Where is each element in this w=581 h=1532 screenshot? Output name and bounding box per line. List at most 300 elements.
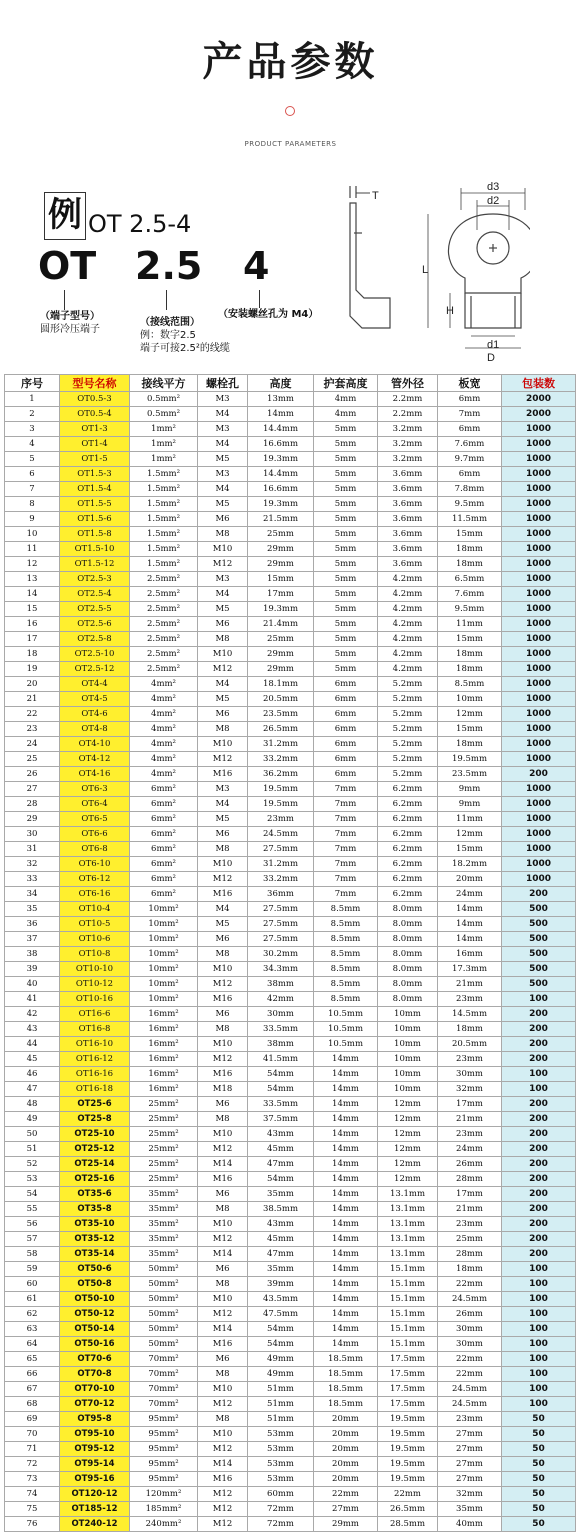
table-row [5,1187,576,1202]
cell-index: 12 [5,557,60,572]
cell-plate-width: 24.5mm [438,1382,502,1397]
cell-model: OT6-6 [60,827,130,842]
cell-sleeve-height: 7mm [314,797,378,812]
cell-index: 24 [5,737,60,752]
cell-index: 10 [5,527,60,542]
cell-plate-width: 26mm [438,1157,502,1172]
cell-index: 73 [5,1472,60,1487]
cell-plate-width: 9.5mm [438,497,502,512]
cell-height: 43mm [248,1127,314,1142]
cell-height: 25mm [248,527,314,542]
cell-plate-width: 23mm [438,1217,502,1232]
cell-model: OT1.5-5 [60,497,130,512]
cell-tube-diameter: 3.6mm [378,557,438,572]
cell-model: OT6-10 [60,857,130,872]
cell-height: 37.5mm [248,1112,314,1127]
note-type-text: 圆形冷压端子 [40,324,100,335]
table-row [5,602,576,617]
cell-bolt-hole: M10 [198,1127,248,1142]
cell-plate-width: 23mm [438,1052,502,1067]
table-row [5,767,576,782]
cell-bolt-hole: M5 [198,602,248,617]
cell-sleeve-height: 5mm [314,572,378,587]
cell-wire-size: 1mm² [130,452,198,467]
cell-height: 29mm [248,557,314,572]
cell-sleeve-height: 6mm [314,722,378,737]
cell-tube-diameter: 19.5mm [378,1457,438,1472]
cell-bolt-hole: M16 [198,1172,248,1187]
dim-label-t: T [372,190,379,202]
example-label: 例 [44,192,86,240]
cell-wire-size: 1.5mm² [130,482,198,497]
cell-wire-size: 6mm² [130,842,198,857]
cell-sleeve-height: 5mm [314,452,378,467]
cell-height: 30mm [248,1007,314,1022]
cell-model: OT35-8 [60,1202,130,1217]
cell-height: 18.1mm [248,677,314,692]
cell-bolt-hole: M16 [198,767,248,782]
cell-plate-width: 9.7mm [438,452,502,467]
cell-height: 19.5mm [248,782,314,797]
cell-pack-qty: 200 [502,1187,576,1202]
cell-height: 27.5mm [248,842,314,857]
cell-wire-size: 35mm² [130,1247,198,1262]
callout-line-hole [259,290,260,308]
cell-sleeve-height: 14mm [314,1067,378,1082]
callout-line-range [166,290,167,310]
note-type-title: （端子型号） [40,311,100,322]
cell-pack-qty: 200 [502,1232,576,1247]
cell-height: 47.5mm [248,1307,314,1322]
header-model: 型号名称 [60,375,130,392]
cell-bolt-hole: M3 [198,422,248,437]
table-row [5,1157,576,1172]
cell-height: 19.3mm [248,602,314,617]
cell-model: OT16-12 [60,1052,130,1067]
cell-tube-diameter: 12mm [378,1127,438,1142]
cell-bolt-hole: M4 [198,587,248,602]
cell-sleeve-height: 14mm [314,1322,378,1337]
cell-pack-qty: 500 [502,902,576,917]
cell-pack-qty: 1000 [502,587,576,602]
cell-pack-qty: 100 [502,1292,576,1307]
cell-plate-width: 7.6mm [438,587,502,602]
cell-wire-size: 10mm² [130,947,198,962]
cell-wire-size: 0.5mm² [130,407,198,422]
cell-sleeve-height: 27mm [314,1502,378,1517]
cell-sleeve-height: 5mm [314,437,378,452]
cell-pack-qty: 1000 [502,662,576,677]
cell-wire-size: 25mm² [130,1172,198,1187]
cell-model: OT16-6 [60,1007,130,1022]
cell-bolt-hole: M12 [198,1052,248,1067]
cell-tube-diameter: 5.2mm [378,767,438,782]
cell-model: OT70-6 [60,1352,130,1367]
cell-index: 47 [5,1082,60,1097]
cell-plate-width: 18mm [438,542,502,557]
cell-bolt-hole: M5 [198,452,248,467]
cell-model: OT6-12 [60,872,130,887]
table-row [5,857,576,872]
table-row [5,482,576,497]
cell-bolt-hole: M12 [198,1307,248,1322]
cell-sleeve-height: 14mm [314,1157,378,1172]
cell-model: OT95-12 [60,1442,130,1457]
cell-model: OT240-12 [60,1517,130,1532]
cell-tube-diameter: 8.0mm [378,902,438,917]
cell-index: 43 [5,1022,60,1037]
cell-plate-width: 28mm [438,1172,502,1187]
cell-pack-qty: 500 [502,917,576,932]
cell-bolt-hole: M12 [198,1517,248,1532]
cell-tube-diameter: 13.1mm [378,1217,438,1232]
cell-height: 39mm [248,1277,314,1292]
cell-index: 66 [5,1367,60,1382]
cell-wire-size: 35mm² [130,1232,198,1247]
cell-plate-width: 16mm [438,947,502,962]
cell-tube-diameter: 13.1mm [378,1202,438,1217]
cell-sleeve-height: 6mm [314,752,378,767]
table-row [5,842,576,857]
cell-tube-diameter: 13.1mm [378,1232,438,1247]
cell-sleeve-height: 14mm [314,1052,378,1067]
cell-wire-size: 50mm² [130,1322,198,1337]
cell-height: 38mm [248,977,314,992]
cell-wire-size: 50mm² [130,1337,198,1352]
cell-height: 16.6mm [248,437,314,452]
cell-pack-qty: 1000 [502,782,576,797]
cell-plate-width: 18.2mm [438,857,502,872]
cell-model: OT95-10 [60,1427,130,1442]
cell-sleeve-height: 5mm [314,527,378,542]
cell-sleeve-height: 7mm [314,782,378,797]
cell-tube-diameter: 10mm [378,1052,438,1067]
cell-tube-diameter: 3.6mm [378,512,438,527]
table-row [5,692,576,707]
cell-sleeve-height: 6mm [314,677,378,692]
cell-sleeve-height: 10.5mm [314,1022,378,1037]
cell-pack-qty: 100 [502,1352,576,1367]
cell-pack-qty: 50 [502,1442,576,1457]
cell-tube-diameter: 5.2mm [378,692,438,707]
cell-plate-width: 6.5mm [438,572,502,587]
cell-tube-diameter: 22mm [378,1487,438,1502]
cell-tube-diameter: 15.1mm [378,1292,438,1307]
header-height: 高度 [248,375,314,392]
cell-bolt-hole: M3 [198,467,248,482]
cell-plate-width: 32mm [438,1487,502,1502]
cell-model: OT6-3 [60,782,130,797]
table-row [5,827,576,842]
cell-tube-diameter: 15.1mm [378,1337,438,1352]
cell-height: 33.5mm [248,1022,314,1037]
table-row [5,1307,576,1322]
cell-pack-qty: 100 [502,1277,576,1292]
cell-height: 45mm [248,1232,314,1247]
cell-model: OT25-14 [60,1157,130,1172]
cell-wire-size: 95mm² [130,1412,198,1427]
cell-index: 27 [5,782,60,797]
cell-sleeve-height: 5mm [314,632,378,647]
cell-pack-qty: 1000 [502,467,576,482]
cell-height: 35mm [248,1187,314,1202]
cell-model: OT1.5-6 [60,512,130,527]
cell-bolt-hole: M10 [198,737,248,752]
cell-index: 8 [5,497,60,512]
cell-plate-width: 11mm [438,812,502,827]
cell-wire-size: 2.5mm² [130,602,198,617]
cell-tube-diameter: 6.2mm [378,812,438,827]
cell-tube-diameter: 15.1mm [378,1322,438,1337]
cell-bolt-hole: M12 [198,977,248,992]
cell-model: OT35-14 [60,1247,130,1262]
cell-bolt-hole: M5 [198,917,248,932]
cell-pack-qty: 1000 [502,842,576,857]
cell-model: OT6-8 [60,842,130,857]
cell-index: 75 [5,1502,60,1517]
cell-height: 35mm [248,1262,314,1277]
cell-model: OT1.5-8 [60,527,130,542]
cell-plate-width: 20.5mm [438,1037,502,1052]
cell-tube-diameter: 12mm [378,1112,438,1127]
table-row [5,1232,576,1247]
cell-height: 54mm [248,1322,314,1337]
table-row [5,1022,576,1037]
cell-model: OT0.5-4 [60,407,130,422]
cell-bolt-hole: M5 [198,497,248,512]
cell-height: 51mm [248,1382,314,1397]
cell-bolt-hole: M10 [198,542,248,557]
cell-sleeve-height: 20mm [314,1457,378,1472]
table-row [5,1097,576,1112]
cell-height: 23mm [248,812,314,827]
cell-plate-width: 22mm [438,1367,502,1382]
cell-tube-diameter: 4.2mm [378,647,438,662]
table-row [5,1502,576,1517]
cell-pack-qty: 200 [502,1217,576,1232]
cell-tube-diameter: 6.2mm [378,842,438,857]
cell-plate-width: 35mm [438,1502,502,1517]
cell-tube-diameter: 19.5mm [378,1412,438,1427]
cell-tube-diameter: 3.2mm [378,452,438,467]
cell-tube-diameter: 12mm [378,1157,438,1172]
cell-height: 38mm [248,1037,314,1052]
cell-plate-width: 15mm [438,632,502,647]
cell-pack-qty: 1000 [502,482,576,497]
cell-model: OT70-12 [60,1397,130,1412]
cell-wire-size: 1.5mm² [130,467,198,482]
cell-sleeve-height: 14mm [314,1307,378,1322]
cell-wire-size: 95mm² [130,1457,198,1472]
cell-model: OT2.5-6 [60,617,130,632]
cell-bolt-hole: M6 [198,1007,248,1022]
cell-index: 15 [5,602,60,617]
cell-plate-width: 9.5mm [438,602,502,617]
cell-tube-diameter: 3.6mm [378,467,438,482]
cell-sleeve-height: 5mm [314,512,378,527]
dim-label-d1: d1 [487,339,500,351]
cell-wire-size: 10mm² [130,932,198,947]
cell-plate-width: 7.8mm [438,482,502,497]
cell-index: 67 [5,1382,60,1397]
cell-index: 30 [5,827,60,842]
cell-wire-size: 2.5mm² [130,662,198,677]
cell-tube-diameter: 4.2mm [378,662,438,677]
cell-sleeve-height: 8.5mm [314,962,378,977]
cell-model: OT4-10 [60,737,130,752]
cell-tube-diameter: 6.2mm [378,797,438,812]
table-row [5,1142,576,1157]
cell-index: 6 [5,467,60,482]
cell-plate-width: 18mm [438,1022,502,1037]
cell-bolt-hole: M6 [198,827,248,842]
cell-tube-diameter: 6.2mm [378,782,438,797]
cell-height: 29mm [248,647,314,662]
cell-tube-diameter: 2.2mm [378,407,438,422]
cell-model: OT95-14 [60,1457,130,1472]
cell-sleeve-height: 14mm [314,1232,378,1247]
cell-model: OT1.5-12 [60,557,130,572]
cell-pack-qty: 500 [502,962,576,977]
cell-sleeve-height: 20mm [314,1472,378,1487]
table-row [5,1472,576,1487]
table-row [5,437,576,452]
cell-pack-qty: 1000 [502,452,576,467]
table-row [5,707,576,722]
table-row [5,872,576,887]
cell-plate-width: 21mm [438,1202,502,1217]
cell-tube-diameter: 3.6mm [378,497,438,512]
cell-index: 50 [5,1127,60,1142]
cell-sleeve-height: 5mm [314,617,378,632]
cell-bolt-hole: M6 [198,1262,248,1277]
cell-sleeve-height: 7mm [314,812,378,827]
cell-height: 29mm [248,542,314,557]
cell-model: OT4-16 [60,767,130,782]
table-row [5,1337,576,1352]
cell-height: 27.5mm [248,902,314,917]
dim-label-d3: d3 [487,181,500,193]
cell-index: 13 [5,572,60,587]
cell-pack-qty: 50 [502,1517,576,1532]
cell-index: 4 [5,437,60,452]
cell-pack-qty: 1000 [502,707,576,722]
cell-plate-width: 21mm [438,977,502,992]
cell-height: 24.5mm [248,827,314,842]
table-row [5,572,576,587]
cell-tube-diameter: 2.2mm [378,392,438,407]
cell-index: 41 [5,992,60,1007]
cell-wire-size: 50mm² [130,1262,198,1277]
table-row [5,632,576,647]
cell-pack-qty: 1000 [502,572,576,587]
cell-tube-diameter: 6.2mm [378,887,438,902]
cell-wire-size: 6mm² [130,797,198,812]
cell-tube-diameter: 6.2mm [378,827,438,842]
cell-sleeve-height: 4mm [314,392,378,407]
table-row [5,1487,576,1502]
cell-sleeve-height: 14mm [314,1142,378,1157]
cell-wire-size: 4mm² [130,767,198,782]
cell-index: 7 [5,482,60,497]
cell-plate-width: 18mm [438,647,502,662]
cell-plate-width: 27mm [438,1472,502,1487]
spec-table [4,374,576,1532]
cell-model: OT6-5 [60,812,130,827]
cell-model: OT35-10 [60,1217,130,1232]
cell-height: 13mm [248,392,314,407]
cell-height: 72mm [248,1517,314,1532]
cell-sleeve-height: 14mm [314,1112,378,1127]
dim-label-d2: d2 [487,195,500,207]
cell-height: 54mm [248,1172,314,1187]
cell-tube-diameter: 10mm [378,1007,438,1022]
cell-sleeve-height: 6mm [314,692,378,707]
cell-height: 43mm [248,1217,314,1232]
cell-bolt-hole: M14 [198,1157,248,1172]
table-row [5,1172,576,1187]
cell-index: 37 [5,932,60,947]
cell-wire-size: 4mm² [130,707,198,722]
cell-pack-qty: 2000 [502,407,576,422]
cell-model: OT4-6 [60,707,130,722]
example-code: OT 2.5-4 [88,210,192,238]
cell-sleeve-height: 8.5mm [314,932,378,947]
cell-tube-diameter: 3.2mm [378,422,438,437]
table-row [5,1517,576,1532]
cell-index: 26 [5,767,60,782]
cell-model: OT10-16 [60,992,130,1007]
cell-plate-width: 28mm [438,1247,502,1262]
cell-index: 29 [5,812,60,827]
cell-plate-width: 14.5mm [438,1007,502,1022]
cell-sleeve-height: 7mm [314,872,378,887]
cell-wire-size: 10mm² [130,902,198,917]
cell-height: 30.2mm [248,947,314,962]
cell-wire-size: 1.5mm² [130,557,198,572]
cell-model: OT50-14 [60,1322,130,1337]
example-part-hole: 4 [243,244,270,288]
cell-index: 17 [5,632,60,647]
cell-plate-width: 24mm [438,1142,502,1157]
cell-height: 54mm [248,1337,314,1352]
cell-pack-qty: 100 [502,1337,576,1352]
table-row [5,752,576,767]
cell-pack-qty: 100 [502,1307,576,1322]
cell-sleeve-height: 7mm [314,827,378,842]
cell-tube-diameter: 4.2mm [378,572,438,587]
cell-index: 65 [5,1352,60,1367]
cell-index: 5 [5,452,60,467]
cell-bolt-hole: M10 [198,647,248,662]
header-sleeve-height: 护套高度 [314,375,378,392]
cell-wire-size: 16mm² [130,1037,198,1052]
cell-pack-qty: 1000 [502,512,576,527]
page-title: 产品参数 [202,39,379,85]
cell-tube-diameter: 26.5mm [378,1502,438,1517]
cell-plate-width: 27mm [438,1457,502,1472]
cell-wire-size: 10mm² [130,917,198,932]
cell-tube-diameter: 4.2mm [378,632,438,647]
cell-pack-qty: 100 [502,1082,576,1097]
table-row [5,422,576,437]
header-plate-width: 板宽 [438,375,502,392]
cell-model: OT50-16 [60,1337,130,1352]
cell-pack-qty: 1000 [502,722,576,737]
cell-tube-diameter: 8.0mm [378,992,438,1007]
cell-model: OT2.5-4 [60,587,130,602]
cell-index: 35 [5,902,60,917]
